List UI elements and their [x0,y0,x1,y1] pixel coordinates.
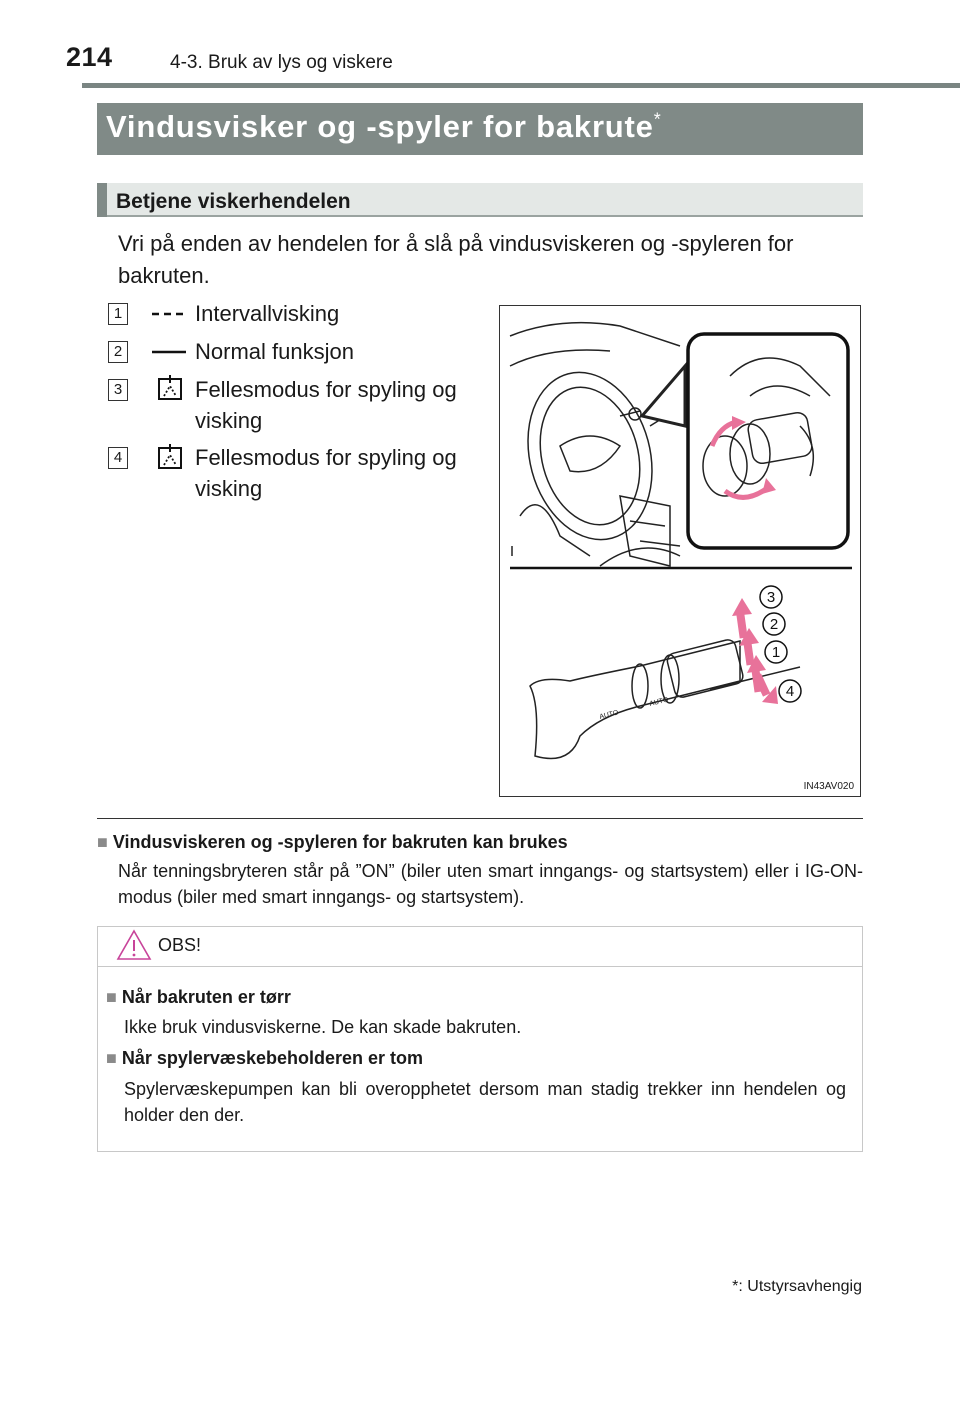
item-number-4: 4 [108,447,128,469]
header-rule [82,83,960,88]
rear-washer-icon [155,374,185,404]
bullet-square-icon: ■ [106,1048,122,1068]
item-text-4: Fellesmodus for spyling og visking [195,445,457,501]
chapter-title: 4-3. Bruk av lys og viskere [170,52,393,73]
caution-heading-1 [106,987,291,1008]
bullet-square-icon: ■ [106,987,122,1007]
caution-body-2: Spylervæskepumpen kan bli overopphetet dersom man stadig trekker inn hendelen og holder den der. [124,1079,846,1125]
caution-header-rule [97,966,863,967]
subsection-accent [97,183,107,217]
wiper-lever-illustration [499,305,861,797]
equipment-marker: * [653,109,662,130]
section-title-text: Vindusvisker og -spyler for bakrute [106,109,654,144]
callout-2: 2 [769,616,779,633]
item-text-3: Fellesmodus for spyling og visking [195,377,457,433]
warning-triangle-icon [115,928,153,962]
callout-3: 3 [766,589,776,606]
subsection-title: Betjene viskerhendelen [116,190,351,213]
item-text-1: Intervallvisking [195,301,340,326]
rear-washer-icon [155,443,185,473]
dashed-line-icon [150,304,188,324]
callout-1: 1 [771,644,781,661]
page-number: 214 [66,42,113,72]
figure-code: IN43AV020 [803,781,854,792]
footnote-marker: * [732,1278,739,1295]
callout-4: 4 [785,683,795,700]
bullet-square-icon: ■ [97,832,113,852]
caution-heading-2 [106,1048,423,1069]
section-divider [97,818,863,819]
item-number-2: 2 [108,341,128,363]
lever-label-auto: AUTO [598,709,620,721]
solid-line-icon [150,342,188,362]
caution-label: OBS! [158,935,202,955]
note-heading-text: Vindusviskeren og -spyleren for bakruten kan brukes [112,832,568,852]
intro-text: Vri på enden av hendelen for å slå på vindusviskeren og -spyleren for bakruten. [118,231,794,288]
caution-heading-2-text: Når spylervæskebeholderen er tom [121,1048,423,1068]
caution-heading-1-text: Når bakruten er tørr [121,987,291,1007]
item-number-3: 3 [108,379,128,401]
note-body: Når tenningsbryteren står på ”ON” (biler uten smart inngangs- og startsystem) eller i IG-ON-modus (biler med smart inngangs- og startsystem). [118,861,863,907]
note-heading [97,832,568,853]
section-title [106,109,662,145]
item-text-2: Normal funksjon [195,339,354,364]
item-number-1: 1 [108,303,128,325]
footnote [732,1278,862,1296]
footnote-text: : Utstyrsavhengig [738,1278,862,1295]
caution-body-1: Ikke bruk vindusviskerne. De kan skade bakruten. [124,1017,522,1037]
lever-label-auto-2: AUTO [648,696,670,708]
illustration-drawing [500,306,860,796]
